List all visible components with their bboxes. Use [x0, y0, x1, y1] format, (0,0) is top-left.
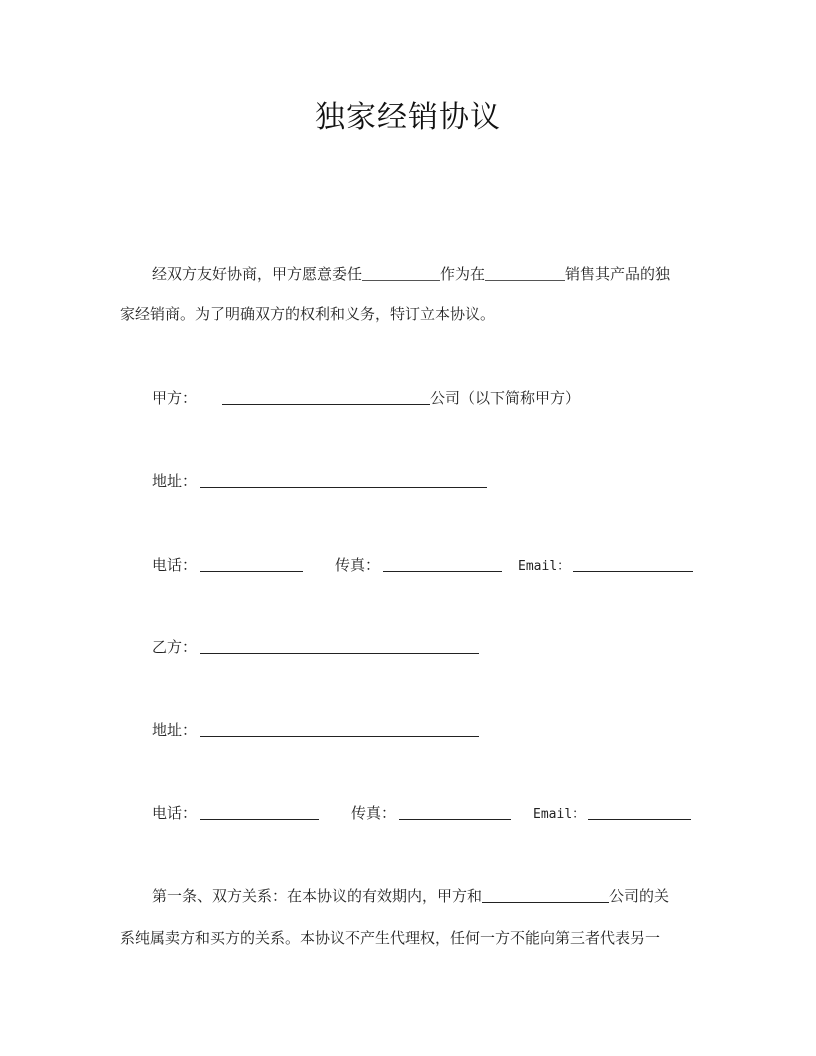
intro-line-2: 家经销商。为了明确双方的权利和义务，特订立本协议。 [120, 305, 496, 323]
party-a-fax-blank[interactable] [383, 556, 502, 572]
appointee-blank[interactable] [362, 265, 440, 281]
intro-text-a: 经双方友好协商，甲方愿意委任 [152, 265, 363, 283]
party-a-email-blank[interactable] [573, 556, 693, 572]
article-1-text-b: 公司的关 [609, 887, 670, 905]
party-a-phone-blank[interactable] [200, 556, 303, 572]
party-a-fax-label: 传真： [335, 556, 381, 574]
party-a-address-blank[interactable] [200, 472, 487, 488]
party-a-name-blank[interactable] [222, 389, 430, 405]
intro-text-c: 销售其产品的独 [565, 265, 671, 283]
article-1-line-2: 系纯属卖方和买方的关系。本协议不产生代理权，任何一方不能向第三者代表另一 [120, 929, 661, 947]
party-b-phone-label: 电话： [152, 804, 198, 822]
party-a-contact-line [152, 554, 693, 577]
party-a-phone-label: 电话： [152, 556, 198, 574]
party-b-name-blank[interactable] [200, 638, 479, 654]
party-b-address-blank[interactable] [200, 721, 479, 737]
party-a-line [152, 387, 580, 408]
party-b-email-label: Email： [533, 807, 586, 822]
party-a-address-line [152, 470, 487, 491]
party-a-suffix: 公司（以下简称甲方） [430, 389, 581, 407]
party-b-fax-blank[interactable] [399, 804, 511, 820]
party-b-phone-blank[interactable] [200, 804, 319, 820]
intro-line-1 [152, 263, 670, 284]
party-b-label: 乙方： [152, 638, 198, 656]
party-b-fax-label: 传真： [351, 804, 397, 822]
party-b-address-label: 地址： [152, 721, 198, 739]
territory-blank[interactable] [485, 265, 565, 281]
article-1-text-a: 第一条、双方关系：在本协议的有效期内，甲方和 [152, 887, 483, 905]
party-a-label: 甲方： [152, 389, 198, 407]
article-1-company-blank[interactable] [482, 887, 609, 903]
article-1-line-1 [152, 885, 669, 906]
intro-text-b: 作为在 [440, 265, 486, 283]
party-b-address-line [152, 719, 479, 740]
party-b-line [152, 636, 479, 657]
party-b-email-blank[interactable] [588, 804, 691, 820]
party-a-address-label: 地址： [152, 472, 198, 490]
party-a-email-label: Email： [518, 559, 571, 574]
document-title: 独家经销协议 [315, 100, 501, 135]
party-b-contact-line [152, 802, 691, 825]
